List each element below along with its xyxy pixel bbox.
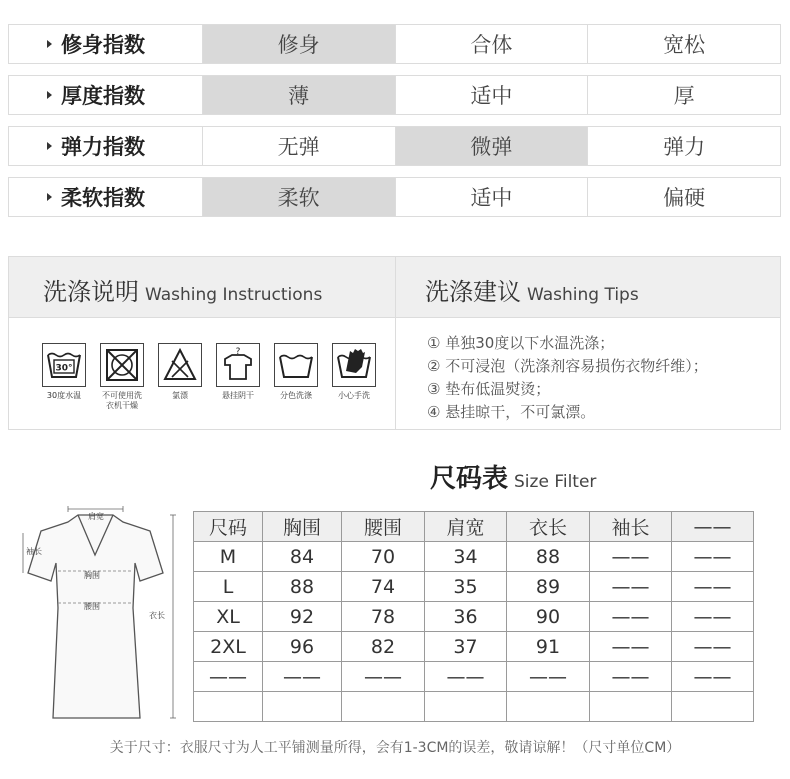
size-table-row bbox=[194, 662, 754, 692]
dress-outline bbox=[28, 515, 163, 718]
size-table-header: 胸围 bbox=[263, 512, 342, 542]
size-table-row bbox=[194, 632, 754, 662]
size-chart-title-en: Size Filter bbox=[514, 472, 597, 492]
fit-index-option: 宽松 bbox=[587, 25, 780, 63]
washing-instructions-title bbox=[43, 272, 322, 307]
washing-instructions-title-en: Washing Instructions bbox=[145, 285, 323, 305]
caret-right-icon bbox=[47, 142, 52, 150]
fit-index-row bbox=[8, 75, 781, 115]
hang-dry-icon bbox=[216, 343, 260, 387]
washing-tip: ① 单独30度以下水温洗涤； bbox=[427, 334, 615, 352]
size-table-row bbox=[194, 542, 754, 572]
size-chart-title-cn: 尺码表 bbox=[430, 464, 509, 494]
size-table-cell: M bbox=[194, 542, 263, 572]
size-table-header: 腰围 bbox=[342, 512, 425, 542]
size-table-cell: —— bbox=[342, 662, 425, 692]
size-table-cell: —— bbox=[425, 662, 507, 692]
care-item-hand-wash bbox=[325, 343, 383, 411]
size-table-cell: 92 bbox=[263, 602, 342, 632]
size-table-cell: 88 bbox=[263, 572, 342, 602]
fit-index-label: 厚度指数 bbox=[61, 84, 145, 108]
diagram-label-length: 衣长 bbox=[149, 611, 165, 620]
washing-tip: ④ 悬挂晾干，不可氯漂。 bbox=[427, 403, 596, 421]
fit-index-heading bbox=[9, 127, 202, 165]
size-table-cell: —— bbox=[590, 632, 672, 662]
fit-index-option: 无弹 bbox=[202, 127, 395, 165]
fit-index-row bbox=[8, 126, 781, 166]
size-table-header: 衣长 bbox=[507, 512, 590, 542]
diagram-label-sleeve: 袖长 bbox=[26, 547, 42, 556]
size-table-row bbox=[194, 572, 754, 602]
fit-index-heading bbox=[9, 76, 202, 114]
size-table-cell bbox=[590, 692, 672, 722]
hang-dry-icon-text: ? bbox=[235, 347, 241, 357]
diagram-label-shoulder: 肩宽 bbox=[88, 512, 104, 521]
size-table-cell: XL bbox=[194, 602, 263, 632]
size-table-cell: —— bbox=[590, 602, 672, 632]
fit-index-label: 修身指数 bbox=[61, 33, 145, 57]
size-table-cell: —— bbox=[194, 662, 263, 692]
size-table-header: 袖长 bbox=[590, 512, 672, 542]
fit-index-option-selected: 修身 bbox=[202, 25, 395, 63]
size-table-cell: 35 bbox=[425, 572, 507, 602]
wash-30-icon bbox=[42, 343, 86, 387]
size-table-cell: —— bbox=[672, 632, 754, 662]
care-caption-no-machine-dry: 不可使用洗衣机干燥 bbox=[102, 391, 142, 410]
care-item-hang-dry bbox=[209, 343, 267, 411]
size-table-cell bbox=[194, 692, 263, 722]
size-table-cell: 37 bbox=[425, 632, 507, 662]
care-caption-hang-dry: 悬挂阴干 bbox=[222, 391, 254, 400]
size-table-cell: —— bbox=[672, 662, 754, 692]
care-caption-separate-wash: 分色洗涤 bbox=[280, 391, 312, 400]
size-table-cell: 84 bbox=[263, 542, 342, 572]
care-icons bbox=[35, 343, 383, 411]
size-table-cell: 70 bbox=[342, 542, 425, 572]
size-footnote: 关于尺寸：衣服尺寸为人工平铺测量所得，会有1-3CM的误差，敬请谅解！（尺寸单位CM） bbox=[109, 740, 681, 756]
washing-tip: ② 不可浸泡（洗涤剂容易损伤衣物纤维）； bbox=[427, 357, 708, 375]
size-table-cell: 90 bbox=[507, 602, 590, 632]
diagram-label-waist: 腰围 bbox=[84, 602, 100, 611]
hand-wash-icon bbox=[332, 343, 376, 387]
size-table-cell bbox=[263, 692, 342, 722]
size-table-header: 肩宽 bbox=[425, 512, 507, 542]
size-table-cell: 34 bbox=[425, 542, 507, 572]
size-table-header: 尺码 bbox=[194, 512, 263, 542]
bleach-icon bbox=[158, 343, 202, 387]
size-table-cell: 82 bbox=[342, 632, 425, 662]
size-table-header: —— bbox=[672, 512, 754, 542]
fit-index-heading bbox=[9, 25, 202, 63]
washing-tips-title bbox=[425, 272, 639, 307]
size-table-cell: —— bbox=[590, 542, 672, 572]
washing-tips-title-cn: 洗涤建议 bbox=[425, 278, 521, 306]
size-table-cell: —— bbox=[590, 662, 672, 692]
size-table-cell: 89 bbox=[507, 572, 590, 602]
washing-tips-list bbox=[427, 332, 708, 424]
fit-index-option: 合体 bbox=[395, 25, 588, 63]
washing-divider bbox=[395, 257, 396, 429]
washing-tip: ③ 垫布低温熨烫； bbox=[427, 380, 551, 398]
fit-index-option-selected: 微弹 bbox=[395, 127, 588, 165]
size-table-cell: —— bbox=[263, 662, 342, 692]
size-table-cell: —— bbox=[672, 542, 754, 572]
size-table-cell bbox=[672, 692, 754, 722]
size-table-cell bbox=[342, 692, 425, 722]
care-item-separate-wash bbox=[267, 343, 325, 411]
dress-measurement-diagram bbox=[18, 503, 183, 723]
size-chart-title bbox=[430, 458, 596, 495]
fit-index-option: 厚 bbox=[587, 76, 780, 114]
size-table-cell: 88 bbox=[507, 542, 590, 572]
size-table-cell: 74 bbox=[342, 572, 425, 602]
care-item-wash-30 bbox=[35, 343, 93, 411]
caret-right-icon bbox=[47, 193, 52, 201]
care-item-bleach bbox=[151, 343, 209, 411]
diagram-label-chest: 胸围 bbox=[84, 571, 100, 580]
washing-instructions-title-cn: 洗涤说明 bbox=[43, 278, 139, 306]
no-machine-dry-icon bbox=[100, 343, 144, 387]
size-table-cell: —— bbox=[672, 572, 754, 602]
size-table-header-row bbox=[194, 512, 754, 542]
size-table-row bbox=[194, 602, 754, 632]
fit-index-row bbox=[8, 24, 781, 64]
size-table bbox=[193, 511, 754, 722]
fit-index-option-selected: 柔软 bbox=[202, 178, 395, 216]
size-table-cell: 96 bbox=[263, 632, 342, 662]
care-item-no-machine-dry bbox=[93, 343, 151, 411]
size-table-cell: 2XL bbox=[194, 632, 263, 662]
fit-index-option: 适中 bbox=[395, 76, 588, 114]
size-table-cell: —— bbox=[507, 662, 590, 692]
size-table-cell: —— bbox=[672, 602, 754, 632]
care-caption-hand-wash: 小心手洗 bbox=[338, 391, 370, 400]
washing-tips-title-en: Washing Tips bbox=[527, 285, 639, 305]
separate-wash-icon bbox=[274, 343, 318, 387]
fit-index-option-selected: 薄 bbox=[202, 76, 395, 114]
fit-index-label: 柔软指数 bbox=[61, 186, 145, 210]
size-table-cell bbox=[425, 692, 507, 722]
fit-index-option: 弹力 bbox=[587, 127, 780, 165]
size-table-cell: L bbox=[194, 572, 263, 602]
fit-index-heading bbox=[9, 178, 202, 216]
fit-index-row bbox=[8, 177, 781, 217]
care-caption-wash-30: 30度水温 bbox=[46, 391, 82, 400]
size-table-cell: 36 bbox=[425, 602, 507, 632]
size-table-cell: —— bbox=[590, 572, 672, 602]
size-table-row bbox=[194, 692, 754, 722]
caret-right-icon bbox=[47, 91, 52, 99]
size-table-cell: 78 bbox=[342, 602, 425, 632]
fit-index-option: 适中 bbox=[395, 178, 588, 216]
size-table-cell: 91 bbox=[507, 632, 590, 662]
care-caption-bleach: 氯漂 bbox=[172, 391, 188, 400]
fit-index-label: 弹力指数 bbox=[61, 135, 145, 159]
washing-section bbox=[8, 256, 781, 430]
wash-30-icon-text: 30° bbox=[55, 363, 73, 374]
caret-right-icon bbox=[47, 40, 52, 48]
size-table-cell bbox=[507, 692, 590, 722]
fit-index-option: 偏硬 bbox=[587, 178, 780, 216]
